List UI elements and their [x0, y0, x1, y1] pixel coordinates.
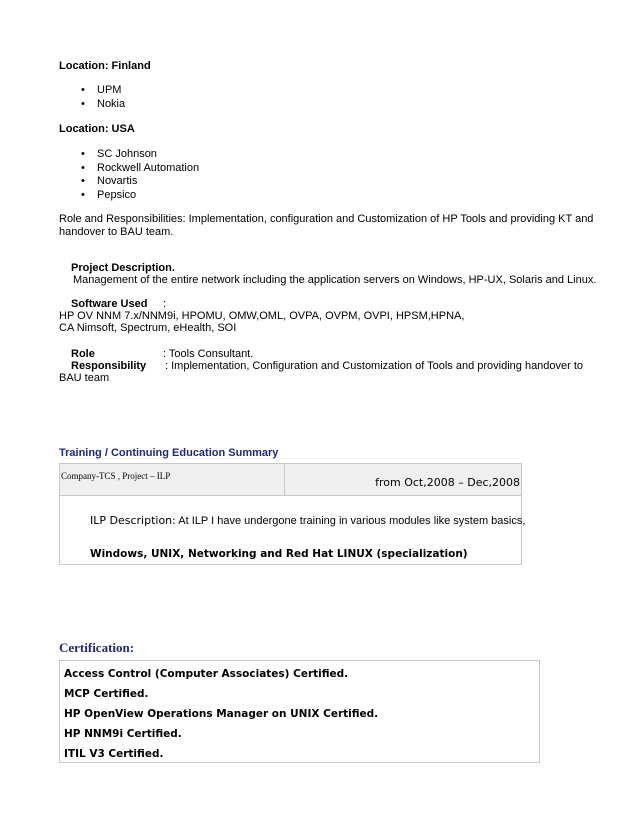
- training-description-text: At ILP I have undergone training in various modules like system basics,: [175, 515, 526, 527]
- list-item: UPM: [97, 84, 122, 96]
- bullet-icon: •: [81, 98, 85, 110]
- list-item: Novartis: [97, 175, 138, 187]
- roles-line-1: Role and Responsibilities: Implementation, configuration and Customization of HP Tools and providing KT and: [59, 213, 594, 225]
- responsibility-label: Responsibility: [71, 360, 147, 372]
- location-finland-heading: Location: Finland: [59, 60, 151, 72]
- software-used-colon: :: [163, 298, 167, 310]
- certification-item: HP NNM9i Certified.: [64, 728, 182, 740]
- certification-item: ITIL V3 Certified.: [64, 748, 164, 760]
- certification-item: HP OpenView Operations Manager on UNIX Certified.: [64, 708, 379, 720]
- training-table: [59, 463, 526, 565]
- bullet-icon: •: [81, 175, 85, 187]
- training-company-cell: [60, 464, 285, 496]
- bullet-icon: •: [81, 162, 85, 174]
- software-line-1: HP OV NNM 7.x/NNM9i, HPOMU, OMW,OML, OVPA, OVPM, OVPI, HPSM,HPNA,: [59, 310, 465, 322]
- responsibility-value: : Implementation, Configuration and Customization of Tools and providing handover to: [165, 360, 584, 372]
- project-description-text: Management of the entire network including the application servers on Windows, HP-UX, Solaris and Linux.: [73, 274, 597, 286]
- certification-item: Access Control (Computer Associates) Certified.: [64, 668, 349, 680]
- software-used-label: Software Used: [71, 298, 148, 310]
- certification-heading: Certification:: [59, 640, 135, 655]
- bullet-icon: •: [81, 148, 85, 160]
- training-period: from Oct,2008 – Dec,2008: [375, 476, 520, 489]
- training-period-cell: [285, 464, 521, 496]
- role-label: Role: [71, 348, 95, 360]
- bullet-icon: •: [81, 189, 85, 201]
- list-item: SC Johnson: [97, 148, 157, 160]
- training-description: [90, 514, 525, 527]
- certification-table: [59, 660, 540, 763]
- project-description-title: Project Description.: [71, 262, 175, 274]
- list-item: Pepsico: [97, 189, 137, 201]
- training-description-line-2: Windows, UNIX, Networking and Red Hat LINUX (specialization): [90, 548, 468, 560]
- list-item: Nokia: [97, 98, 126, 110]
- responsibility-line-2: BAU team: [59, 372, 110, 384]
- location-usa-heading: Location: USA: [59, 123, 135, 135]
- bullet-icon: •: [81, 84, 85, 96]
- training-company: Company-TCS , Project – ILP: [61, 471, 171, 481]
- roles-line-2: handover to BAU team.: [59, 226, 174, 238]
- list-item: Rockwell Automation: [97, 162, 200, 174]
- training-description-label: ILP Description:: [90, 514, 176, 527]
- certification-item: MCP Certified.: [64, 688, 149, 700]
- role-value: : Tools Consultant.: [163, 348, 254, 360]
- software-line-2: CA Nimsoft, Spectrum, eHealth, SOI: [59, 322, 237, 334]
- training-heading: Training / Continuing Education Summary: [59, 447, 279, 459]
